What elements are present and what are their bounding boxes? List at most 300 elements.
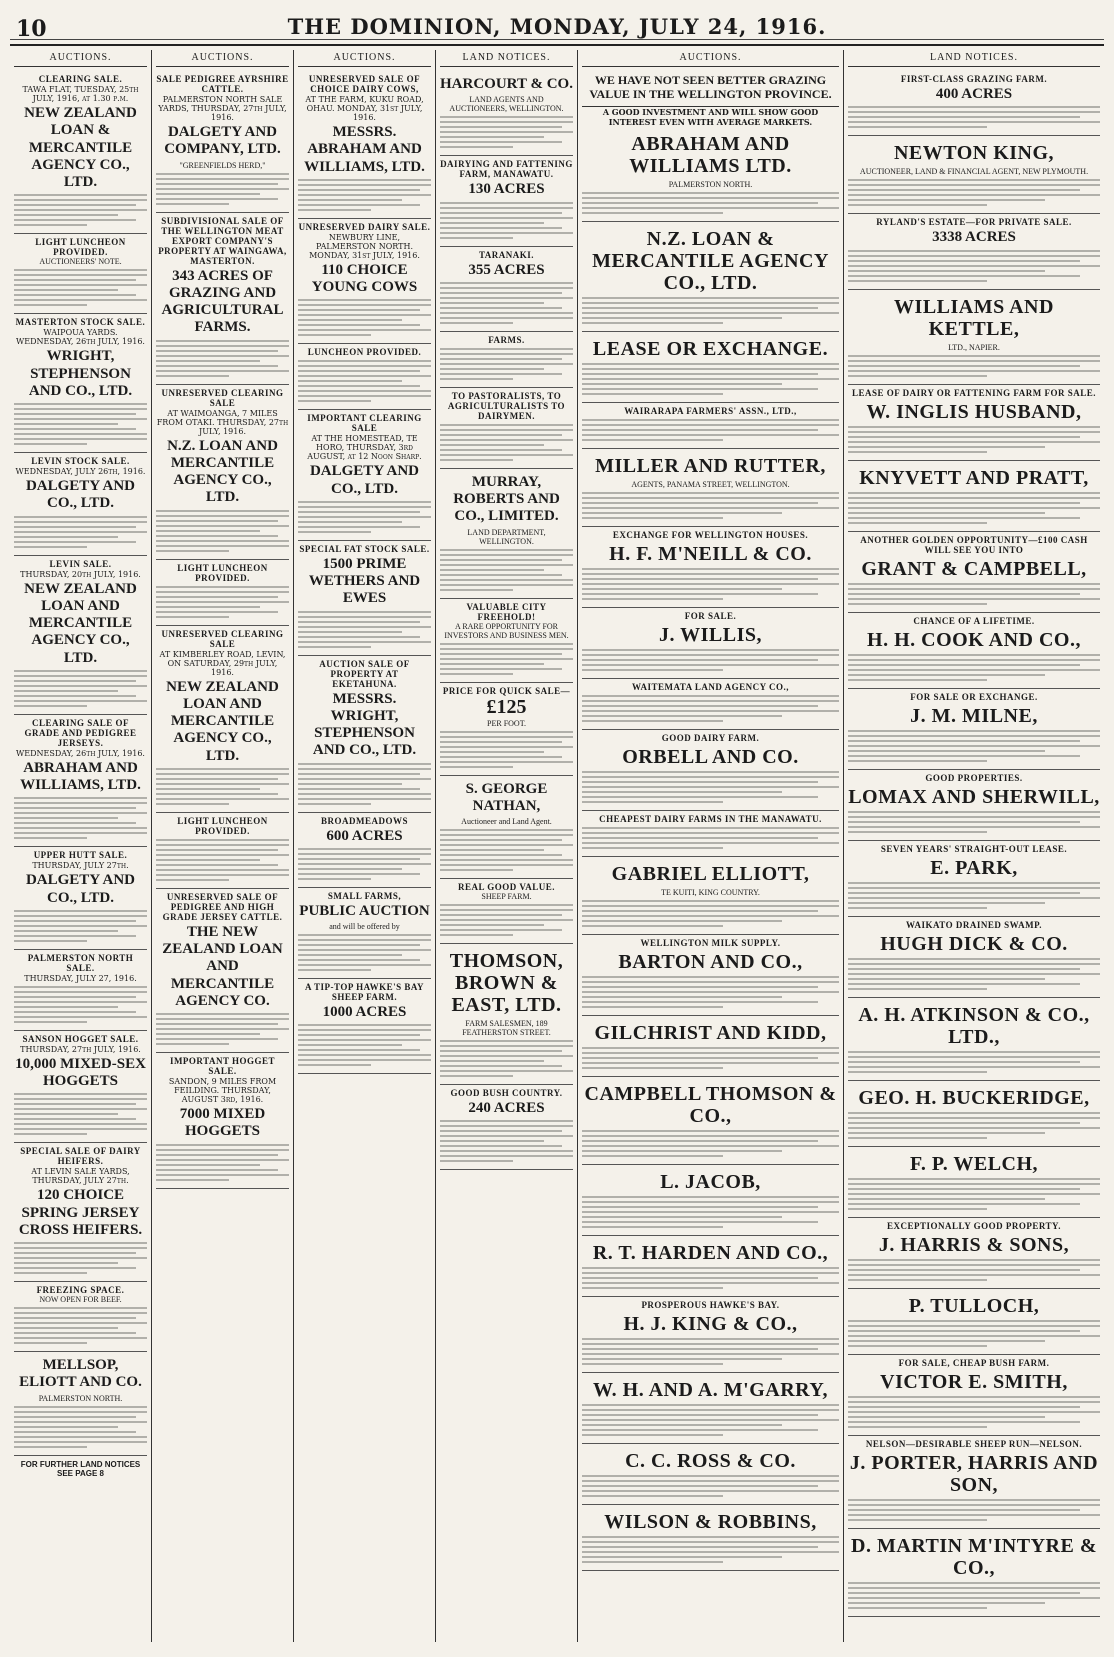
ad-title: LIGHT LUNCHEON PROVIDED. — [177, 562, 268, 583]
advertisement — [440, 944, 573, 1085]
body-text-lines — [582, 1130, 839, 1157]
body-text-lines — [582, 649, 839, 671]
body-text-lines — [298, 611, 431, 648]
body-text-lines — [156, 1144, 289, 1181]
body-text-lines — [14, 670, 147, 707]
ad-title: LIGHT LUNCHEON PROVIDED. — [35, 237, 126, 258]
ad-title: SUBDIVISIONAL SALE OF THE WELLINGTON MEAT EXPORT COMPANY'S PROPERTY AT WAINGAWA, MASTERTON. — [158, 215, 287, 266]
body-text-lines — [14, 194, 147, 226]
body-text-lines — [156, 768, 289, 805]
ad-date: PALMERSTON NORTH SALE YARDS, THURSDAY, 27th JULY, 1916. — [158, 95, 287, 122]
body-text-lines — [582, 1196, 839, 1228]
ad-title: UNRESERVED DAIRY SALE. — [298, 221, 431, 232]
advertisement — [582, 1236, 839, 1297]
body-text-lines — [582, 363, 839, 395]
body-text-lines — [582, 1267, 839, 1289]
ad-agent-name: H. F. M'NEILL & CO. — [609, 542, 812, 565]
ad-title: EXCEPTIONALLY GOOD PROPERTY. — [887, 1220, 1061, 1231]
ad-title: SPECIAL FAT STOCK SALE. — [299, 543, 430, 554]
body-text-lines — [14, 1093, 147, 1135]
ad-title: FOR SALE, CHEAP BUSH FARM. — [898, 1357, 1050, 1368]
ad-date: SANDON, 9 MILES FROM FEILDING. THURSDAY, AUGUST 3rd, 1916. — [168, 1077, 277, 1104]
column-header: LAND NOTICES. — [848, 52, 1100, 67]
body-text-lines — [14, 986, 147, 1023]
advertisement — [440, 388, 573, 469]
ad-title: TO PASTORALISTS, TO AGRICULTURALISTS TO DAIRYMEN. — [447, 390, 566, 421]
ad-title: FARMS. — [488, 334, 525, 345]
ad-subtitle: LTD., NAPIER. — [948, 342, 1000, 352]
ad-title: SANSON HOGGET SALE. — [22, 1033, 139, 1044]
body-text-lines — [848, 1178, 1100, 1210]
ad-subtitle: PER FOOT. — [487, 718, 526, 728]
advertisement — [156, 889, 289, 1053]
advertisement — [848, 689, 1100, 770]
ad-agent-name: VICTOR E. SMITH, — [880, 1370, 1068, 1393]
body-text-lines — [848, 492, 1100, 524]
advertisement — [848, 385, 1100, 461]
advertisement — [298, 888, 431, 979]
body-text-lines — [14, 797, 147, 839]
body-text-lines — [582, 297, 839, 324]
body-text-lines — [298, 360, 431, 402]
ad-agent-name: ORBELL AND CO. — [622, 745, 799, 768]
body-text-lines — [848, 355, 1100, 377]
body-text-lines — [582, 419, 839, 441]
body-text-lines — [156, 173, 289, 205]
advertisement — [440, 332, 573, 388]
ad-date: THURSDAY, JULY 27th. — [32, 861, 129, 871]
body-text-lines — [298, 299, 431, 336]
advertisement — [848, 214, 1100, 289]
advertisement — [582, 1165, 839, 1236]
advertisement — [582, 857, 839, 935]
body-text-lines — [440, 116, 573, 148]
ad-subtitle: TE KUITI, KING COUNTRY. — [661, 887, 760, 897]
body-text-lines — [298, 763, 431, 805]
ad-agent-name: WILSON & ROBBINS, — [604, 1510, 817, 1533]
body-text-lines — [848, 882, 1100, 909]
ad-headline: MURRAY, ROBERTS AND CO., LIMITED. — [453, 473, 560, 525]
advertisement — [582, 730, 839, 811]
advertisement — [848, 917, 1100, 998]
body-text-lines — [298, 1024, 431, 1066]
ad-subtitle: NOW OPEN FOR BEEF. — [39, 1295, 122, 1304]
advertisement — [440, 683, 573, 776]
page-columns — [10, 50, 1104, 1642]
ad-subtitle: Auctioneer and Land Agent. — [461, 817, 552, 826]
ad-subtitle: "GREENFIELDS HERD," — [179, 160, 266, 170]
ad-headline: 343 ACRES OF GRAZING AND AGRICULTURAL FARMS. — [161, 267, 284, 336]
body-text-lines — [582, 1047, 839, 1069]
page-number: 10 — [16, 16, 47, 42]
ad-title: UPPER HUTT SALE. — [33, 850, 128, 861]
ad-agent-name: N.Z. LOAN & MERCANTILE AGENCY CO., LTD. — [592, 227, 829, 294]
advertisement — [298, 219, 431, 345]
footer-note: FOR FURTHER LAND NOTICES SEE PAGE 8 — [20, 1459, 141, 1478]
ad-agent-name: E. PARK, — [930, 856, 1018, 879]
advertisement — [582, 332, 839, 403]
advertisement — [848, 1147, 1100, 1218]
column-header: AUCTIONS. — [298, 52, 431, 67]
advertisement — [440, 247, 573, 332]
body-text-lines — [156, 510, 289, 552]
ad-date: THURSDAY, JULY 27, 1916. — [24, 973, 137, 983]
ad-headline: 1500 PRIME WETHERS AND EWES — [308, 555, 421, 607]
ad-agent-name: NEWTON KING, — [893, 142, 1055, 165]
ad-agent-name: LEASE OR EXCHANGE. — [592, 337, 829, 360]
advertisement — [156, 71, 289, 213]
advertisement — [582, 1373, 839, 1444]
ad-headline: 3338 ACRES — [932, 229, 1016, 246]
body-text-lines — [848, 1259, 1100, 1281]
body-text-lines — [14, 910, 147, 942]
advertisement — [848, 841, 1100, 917]
body-text-lines — [848, 1499, 1100, 1521]
advertisement — [582, 679, 839, 730]
ad-agent-name: C. C. ROSS & CO. — [625, 1449, 796, 1472]
ad-date: NEWBURY LINE, PALMERSTON NORTH. MONDAY, 31st JULY, 1916. — [309, 232, 420, 260]
ad-title: FOR SALE. — [684, 610, 737, 621]
ad-headline: 120 CHOICE SPRING JERSEY CROSS HEIFERS. — [18, 1187, 143, 1238]
body-text-lines — [156, 340, 289, 377]
body-text-lines — [582, 492, 839, 519]
ad-date: AT LEVIN SALE YARDS, THURSDAY, JULY 27th. — [31, 1167, 130, 1186]
ad-headline: THE NEW ZEALAND LOAN AND MERCANTILE AGENCY CO. — [162, 923, 283, 1009]
ad-agent-name: GEO. H. BUCKERIDGE, — [858, 1086, 1090, 1109]
advertisement — [582, 935, 839, 1016]
ad-title: SEVEN YEARS' STRAIGHT-OUT LEASE. — [880, 843, 1068, 854]
advertisement — [156, 1053, 289, 1189]
advertisement — [14, 314, 147, 453]
ad-date: AT THE HOMESTEAD, TE HORO, THURSDAY, 3rd AUGUST, at 12 Noon Sharp. — [307, 434, 422, 462]
ad-title: WAIRARAPA FARMERS' ASSN., LTD., — [624, 405, 797, 416]
body-text-lines — [156, 586, 289, 618]
ad-title: MASTERTON STOCK SALE. — [15, 317, 146, 328]
ad-agent-name: J. WILLIS, — [658, 623, 762, 646]
body-text-lines — [14, 1242, 147, 1274]
ad-title: LEVIN SALE. — [49, 558, 112, 569]
ad-title: RYLAND'S ESTATE—FOR PRIVATE SALE. — [876, 217, 1072, 228]
ad-title: FIRST-CLASS GRAZING FARM. — [900, 74, 1048, 84]
ad-subtitle: AUCTIONEER, LAND & FINANCIAL AGENT, NEW PLYMOUTH. — [859, 167, 1089, 177]
advertisement — [582, 1505, 839, 1571]
body-text-lines — [848, 179, 1100, 206]
advertisement — [848, 1081, 1100, 1147]
body-text-lines — [582, 827, 839, 849]
body-text-lines — [848, 1320, 1100, 1347]
ad-title: FREEZING SPACE. — [36, 1285, 125, 1295]
column-4 — [436, 50, 578, 1642]
column-5 — [578, 50, 844, 1642]
ad-agent-name: GILCHRIST AND KIDD, — [594, 1021, 827, 1044]
body-text-lines — [440, 904, 573, 936]
ad-title: PRICE FOR QUICK SALE— — [442, 685, 571, 696]
ad-headline: MESSRS. WRIGHT, STEPHENSON AND CO., LTD. — [312, 690, 417, 759]
advertisement — [440, 879, 573, 944]
body-text-lines — [440, 549, 573, 591]
ad-title: LIGHT LUNCHEON PROVIDED. — [177, 815, 268, 836]
ad-price: £125 — [486, 695, 527, 718]
ad-headline: DALGETY AND CO., LTD. — [25, 478, 136, 512]
body-text-lines — [298, 848, 431, 880]
advertisement — [848, 290, 1100, 385]
body-text-lines — [582, 1338, 839, 1365]
ad-title: IMPORTANT CLEARING SALE — [307, 413, 422, 434]
ad-date: WEDNESDAY, 26th JULY, 1916. — [16, 748, 145, 758]
ad-title: UNRESERVED CLEARING SALE — [161, 628, 284, 649]
column-header: AUCTIONS. — [156, 52, 289, 67]
ad-headline: MESSRS. ABRAHAM AND WILLIAMS, LTD. — [304, 124, 425, 175]
advertisement — [848, 1218, 1100, 1289]
ad-headline: N.Z. LOAN AND MERCANTILE AGENCY CO., LTD. — [167, 437, 278, 506]
ad-headline: 130 ACRES — [468, 181, 545, 198]
advertisement — [298, 541, 431, 656]
advertisement — [298, 410, 431, 541]
body-text-lines — [848, 1396, 1100, 1428]
advertisement — [298, 71, 431, 219]
ad-agent-name: J. HARRIS & SONS, — [878, 1233, 1070, 1256]
ad-title: LUNCHEON PROVIDED. — [307, 347, 422, 358]
advertisement — [14, 234, 147, 314]
ad-title: CLEARING SALE. — [38, 74, 123, 84]
ad-agent-name: A. H. ATKINSON & CO., LTD., — [858, 1003, 1090, 1048]
ad-agent-name: R. T. HARDEN AND CO., — [592, 1241, 829, 1264]
ad-date: AT WAIMOANGA, 7 MILES FROM OTAKI. THURSDAY, 27th JULY, 1916. — [156, 408, 289, 436]
advertisement — [156, 813, 289, 889]
body-text-lines — [582, 976, 839, 1008]
advertisement — [14, 1282, 147, 1352]
advertisement — [582, 222, 839, 332]
advertisement — [582, 1444, 839, 1505]
body-text-lines — [848, 583, 1100, 605]
body-text-lines — [848, 1051, 1100, 1073]
newspaper-title: THE DOMINION, MONDAY, JULY 24, 1916. — [287, 14, 827, 39]
ad-title: EXCHANGE FOR WELLINGTON HOUSES. — [612, 529, 809, 540]
body-text-lines — [14, 1406, 147, 1448]
ad-headline: 355 ACRES — [468, 261, 545, 278]
body-text-lines — [156, 1013, 289, 1045]
advertisement — [582, 403, 839, 449]
ad-agent-name: W. INGLIS HUSBAND, — [866, 400, 1082, 423]
ad-agent-name: GRANT & CAMPBELL, — [861, 557, 1087, 580]
column-6 — [844, 50, 1104, 1642]
ad-headline: DALGETY AND COMPANY, LTD. — [164, 124, 281, 158]
body-text-lines — [440, 731, 573, 768]
body-text-lines — [440, 282, 573, 324]
ad-title: SPECIAL SALE OF DAIRY HEIFERS. — [20, 1146, 141, 1167]
ad-headline: NEW ZEALAND LOAN AND MERCANTILE AGENCY CO., LTD. — [166, 678, 279, 764]
advertisement — [582, 1297, 839, 1373]
ad-date: WEDNESDAY, JULY 26th, 1916. — [15, 467, 146, 476]
ad-subtitle: PALMERSTON NORTH. — [38, 1393, 123, 1403]
body-text-lines — [440, 348, 573, 380]
advertisement — [14, 847, 147, 950]
ad-title: SMALL FARMS, — [327, 890, 402, 901]
ad-agent-name: WILLIAMS AND KETTLE, — [894, 295, 1054, 340]
ad-title: IMPORTANT HOGGET SALE. — [169, 1056, 276, 1076]
body-text-lines — [848, 106, 1100, 128]
body-text-lines — [14, 403, 147, 445]
ad-title: GOOD BUSH COUNTRY. — [450, 1088, 563, 1098]
body-text-lines — [14, 269, 147, 306]
ad-title: WAITEMATA LAND AGENCY CO., — [631, 681, 790, 692]
advertisement — [582, 449, 839, 527]
ad-agent-name: ABRAHAM AND WILLIAMS LTD. — [629, 132, 792, 177]
ad-title: UNRESERVED SALE OF PEDIGREE AND HIGH GRADE JERSEY CATTLE. — [162, 891, 283, 922]
ad-title: CHEAPEST DAIRY FARMS IN THE MANAWATU. — [599, 813, 822, 824]
body-text-lines — [440, 1040, 573, 1077]
column-1 — [10, 50, 152, 1642]
advertisement — [156, 626, 289, 813]
ad-title: WELLINGTON MILK SUPPLY. — [640, 937, 781, 948]
ad-title: BROADMEADOWS — [320, 815, 408, 826]
body-text-lines — [14, 516, 147, 548]
advertisement — [848, 461, 1100, 532]
advertisement — [848, 1529, 1100, 1617]
advertisement — [298, 813, 431, 888]
ad-title: GOOD PROPERTIES. — [925, 772, 1023, 783]
body-text-lines — [848, 1582, 1100, 1609]
ad-agent-name: KNYVETT AND PRATT, — [859, 466, 1089, 489]
body-text-lines — [582, 771, 839, 803]
advertisement — [582, 1077, 839, 1165]
advertisement — [14, 71, 147, 234]
ad-title: AUCTION SALE OF PROPERTY AT EKETAHUNA. — [319, 658, 410, 689]
ad-agent-name: L. JACOB, — [660, 1170, 761, 1193]
ad-title: WAIKATO DRAINED SWAMP. — [905, 919, 1043, 930]
ad-title: CHANCE OF A LIFETIME. — [913, 615, 1035, 626]
advertisement — [298, 656, 431, 813]
ad-headline: HARCOURT & CO. — [440, 76, 573, 92]
ad-agent-name: GABRIEL ELLIOTT, — [611, 862, 810, 885]
ad-date: AT THE FARM, KUKU ROAD, OHAU. MONDAY, 31st JULY, 1916. — [305, 95, 424, 122]
ad-title: VALUABLE CITY FREEHOLD! — [466, 601, 547, 622]
body-text-lines — [582, 1475, 839, 1497]
ad-title: PALMERSTON NORTH SALE. — [27, 952, 134, 973]
ad-headline: 600 ACRES — [326, 827, 403, 844]
ad-subtitle: PALMERSTON NORTH. — [668, 179, 753, 189]
body-text-lines — [582, 568, 839, 600]
advertisement — [848, 770, 1100, 841]
ad-subtitle: SHEEP FARM. — [481, 892, 532, 901]
ad-subtitle: and will be offered by — [329, 922, 400, 931]
body-text-lines — [582, 1536, 839, 1563]
ad-subtitle: FARM SALESMEN, 189 FEATHERSTON STREET. — [462, 1019, 551, 1037]
ad-subtitle: A RARE OPPORTUNITY FOR INVESTORS AND BUSINESS MEN. — [444, 621, 569, 640]
ad-agent-name: D. MARTIN M'INTYRE & CO., — [851, 1534, 1097, 1579]
ad-headline: 110 CHOICE YOUNG COWS — [311, 261, 418, 295]
ad-title: LEASE OF DAIRY OR FATTENING FARM FOR SALE. — [851, 387, 1097, 398]
body-text-lines — [298, 179, 431, 211]
body-text-lines — [440, 202, 573, 239]
advertisement — [848, 613, 1100, 689]
ad-title: LEVIN STOCK SALE. — [31, 456, 130, 466]
ad-agent-name: BARTON AND CO., — [618, 950, 803, 973]
body-text-lines — [848, 654, 1100, 681]
ad-subtitle: AUCTIONEERS' NOTE. — [39, 257, 122, 267]
ad-agent-name: W. H. AND A. M'GARRY, — [592, 1378, 828, 1401]
body-text-lines — [440, 829, 573, 871]
masthead — [10, 6, 1104, 46]
ad-agent-name: H. J. KING & CO., — [623, 1312, 798, 1335]
ad-title: UNRESERVED CLEARING SALE — [161, 387, 284, 408]
body-text-lines — [298, 934, 431, 971]
advertisement — [14, 950, 147, 1031]
ad-date: WAIPOUA YARDS. WEDNESDAY, 26th JULY, 1916. — [16, 328, 145, 347]
advertisement — [848, 71, 1100, 136]
advertisement — [582, 527, 839, 608]
body-text-lines — [848, 250, 1100, 282]
advertisement — [440, 599, 573, 683]
ad-headline: 240 ACRES — [468, 1100, 545, 1116]
body-text-lines — [848, 811, 1100, 833]
body-text-lines — [582, 695, 839, 722]
advertisement — [298, 344, 431, 410]
ad-subtitle: LAND DEPARTMENT, WELLINGTON. — [467, 527, 546, 546]
ad-title: SALE PEDIGREE AYRSHIRE CATTLE. — [156, 74, 289, 94]
ad-title: FOR SALE OR EXCHANGE. — [910, 691, 1038, 702]
column-header: AUCTIONS. — [582, 52, 839, 67]
body-text-lines — [848, 426, 1100, 453]
ad-agent-name: P. TULLOCH, — [908, 1294, 1040, 1317]
body-text-lines — [582, 1404, 839, 1436]
advertisement — [156, 385, 289, 560]
ad-headline: NEW ZEALAND LOAN & MERCANTILE AGENCY CO., LTD. — [24, 105, 137, 190]
advertisement — [440, 156, 573, 246]
ad-headline: S. GEORGE NATHAN, — [465, 780, 548, 814]
ad-headline: DALGETY AND CO., LTD. — [309, 463, 420, 497]
body-text-lines — [298, 501, 431, 533]
ad-title: ANOTHER GOLDEN OPPORTUNITY—£100 CASH WILL SEE YOU INTO — [860, 534, 1088, 555]
advertisement — [848, 1289, 1100, 1355]
advertisement — [298, 979, 431, 1074]
ad-agent-name: CAMPBELL THOMSON & CO., — [584, 1082, 837, 1127]
ad-headline: DALGETY AND CO., LTD. — [25, 872, 136, 906]
advertisement — [848, 998, 1100, 1081]
ad-agent-name: HUGH DICK & CO. — [880, 932, 1068, 955]
body-text-lines — [14, 1307, 147, 1344]
ad-date: AT KIMBERLEY ROAD, LEVIN, ON SATURDAY, 29th JULY, 1916. — [159, 649, 286, 677]
ad-agent-name: J. PORTER, HARRIS AND SON, — [849, 1451, 1099, 1496]
ad-headline: 1000 ACRES — [322, 1004, 407, 1020]
ad-agent-name: H. H. COOK AND CO., — [867, 628, 1081, 651]
advertisement — [14, 556, 147, 715]
body-text-lines — [440, 1120, 573, 1162]
ad-title: NELSON—DESIRABLE SHEEP RUN—NELSON. — [865, 1438, 1083, 1449]
column-banner-sub: A GOOD INVESTMENT AND WILL SHOW GOOD INTEREST EVEN WITH AVERAGE MARKETS. — [602, 106, 819, 127]
ad-agent-name: THOMSON, BROWN & EAST, LTD. — [449, 950, 564, 1016]
masthead-rule — [10, 39, 1104, 40]
column-3 — [294, 50, 436, 1642]
body-text-lines — [582, 900, 839, 927]
advertisement — [14, 453, 147, 556]
ad-title: PROSPEROUS HAWKE'S BAY. — [641, 1299, 780, 1310]
ad-headline: 10,000 MIXED-SEX HOGGETS — [15, 1055, 146, 1089]
advertisement — [582, 127, 839, 222]
advertisement — [156, 560, 289, 626]
ad-title: TARANAKI. — [478, 249, 535, 260]
advertisement — [440, 1085, 573, 1170]
advertisement — [582, 811, 839, 857]
advertisement — [156, 213, 289, 385]
body-text-lines — [156, 839, 289, 881]
ad-headline: WRIGHT, STEPHENSON AND CO., LTD. — [28, 348, 133, 399]
advertisement — [848, 136, 1100, 214]
advertisement — [14, 715, 147, 848]
ad-headline: PUBLIC AUCTION — [299, 902, 430, 919]
ad-title: REAL GOOD VALUE. — [458, 882, 555, 892]
advertisement — [14, 1352, 147, 1456]
